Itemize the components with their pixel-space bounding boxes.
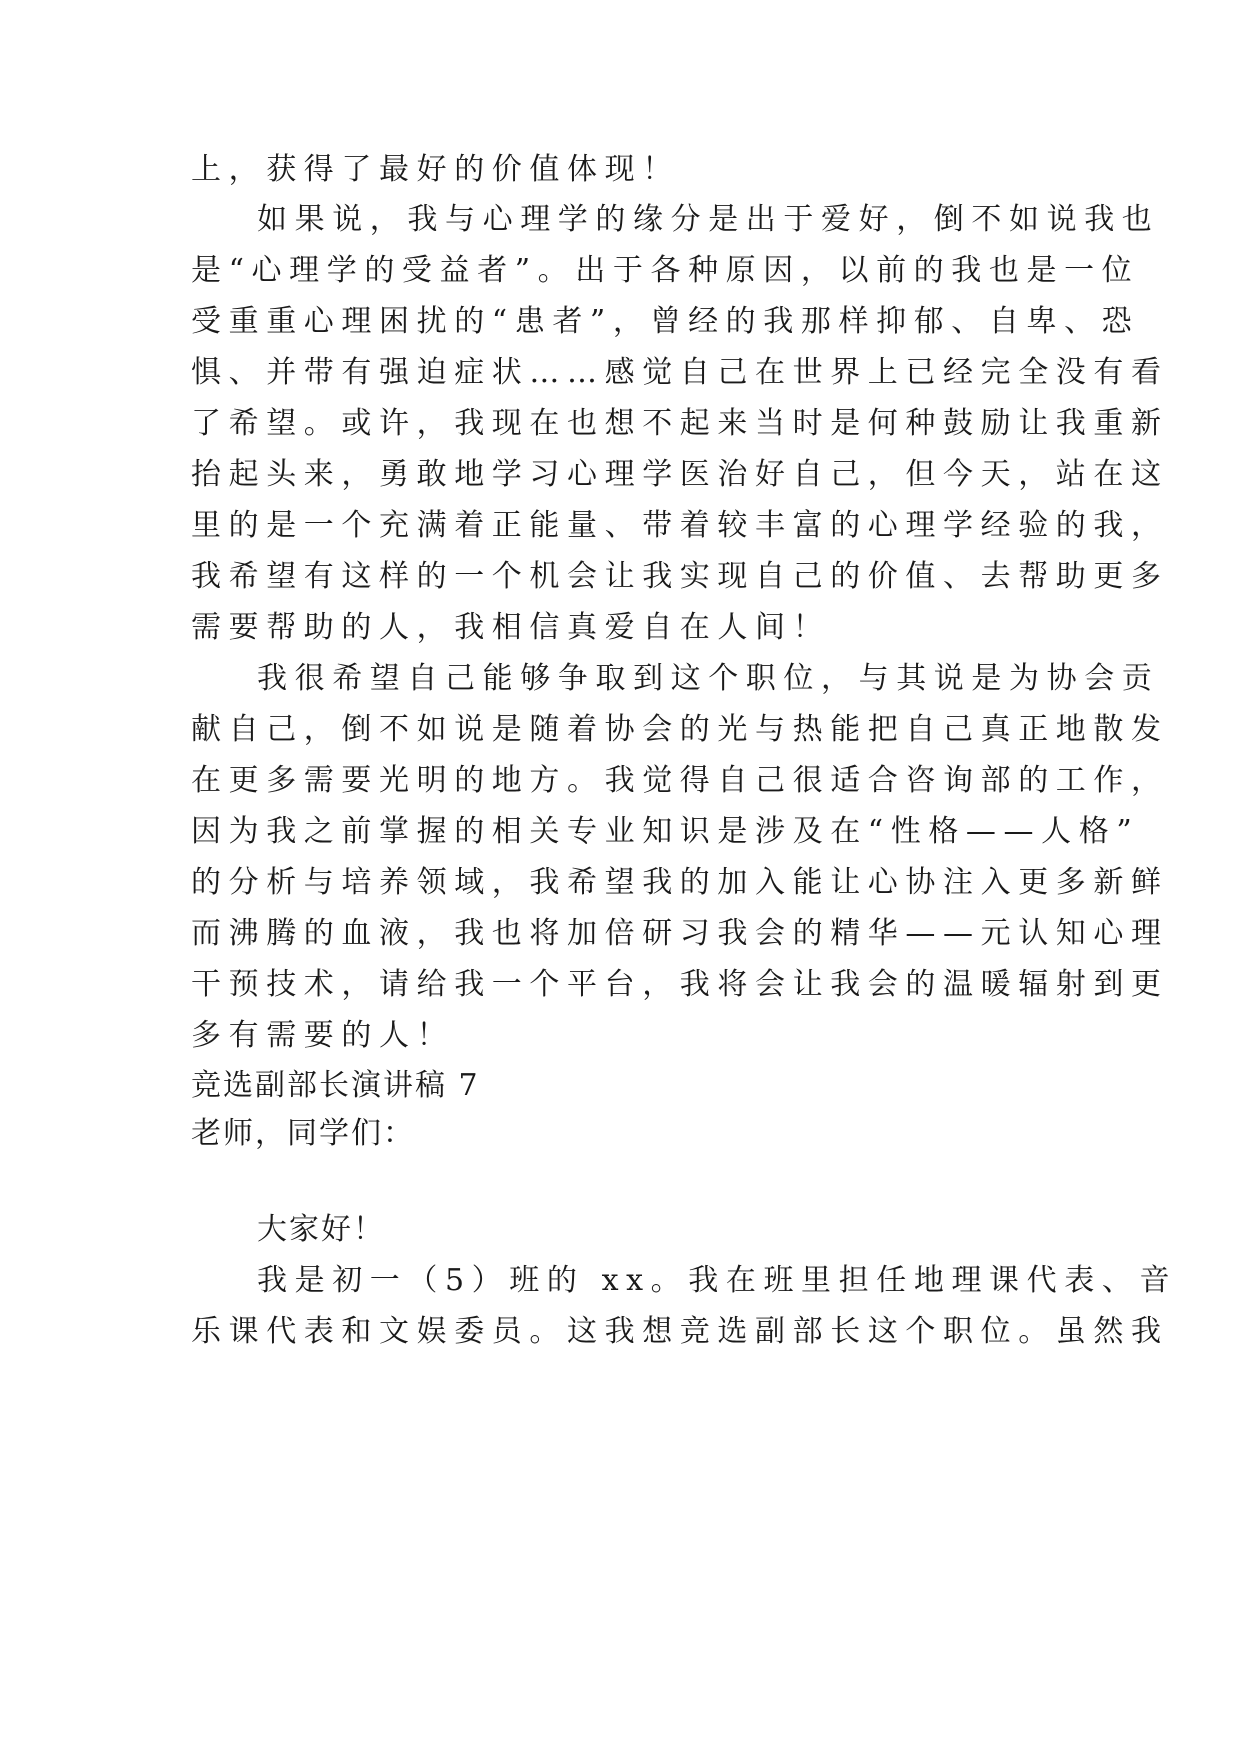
text-line: 受重重心理困扰的“患者”，曾经的我那样抑郁、自卑、恐 <box>191 304 1140 339</box>
text-line: 惧、并带有强迫症状……感觉自己在世界上已经完全没有看 <box>191 355 1169 390</box>
paragraph-start-line: 我是初一（5）班的 xx。我在班里担任地理课代表、音 <box>257 1263 1178 1298</box>
text-line: 上，获得了最好的价值体现！ <box>191 152 680 187</box>
text-line: 乐课代表和文娱委员。这我想竞选副部长这个职位。虽然我 <box>191 1314 1169 1349</box>
text-line: 是“心理学的受益者”。出于各种原因，以前的我也是一位 <box>191 253 1140 288</box>
text-line: 多有需要的人！ <box>191 1018 455 1053</box>
section-title: 竞选副部长演讲稿 7 <box>191 1068 480 1103</box>
text-line: 在更多需要光明的地方。我觉得自己很适合咨询部的工作， <box>191 763 1169 798</box>
text-line: 里的是一个充满着正能量、带着较丰富的心理学经验的我， <box>191 508 1169 543</box>
greeting: 大家好！ <box>257 1212 385 1247</box>
text-line: 干预技术，请给我一个平台，我将会让我会的温暖辐射到更 <box>191 967 1169 1002</box>
text-line: 抬起头来，勇敢地学习心理学医治好自己，但今天，站在这 <box>191 457 1169 492</box>
paragraph-start-line: 如果说，我与心理学的缘分是出于爱好，倒不如说我也 <box>257 202 1160 237</box>
text-line: 了希望。或许，我现在也想不起来当时是何种鼓励让我重新 <box>191 406 1169 441</box>
text-line: 而沸腾的血液，我也将加倍研习我会的精华——元认知心理 <box>191 916 1169 951</box>
text-line: 因为我之前掌握的相关专业知识是涉及在“性格——人格” <box>191 814 1140 849</box>
text-line: 献自己，倒不如说是随着协会的光与热能把自己真正地散发 <box>191 712 1169 747</box>
text-line: 需要帮助的人，我相信真爱自在人间！ <box>191 610 831 645</box>
salutation: 老师，同学们： <box>191 1116 415 1151</box>
paragraph-start-line: 我很希望自己能够争取到这个职位，与其说是为协会贡 <box>257 661 1160 696</box>
text-line: 我希望有这样的一个机会让我实现自己的价值、去帮助更多 <box>191 559 1169 594</box>
text-line: 的分析与培养领域，我希望我的加入能让心协注入更多新鲜 <box>191 865 1169 900</box>
